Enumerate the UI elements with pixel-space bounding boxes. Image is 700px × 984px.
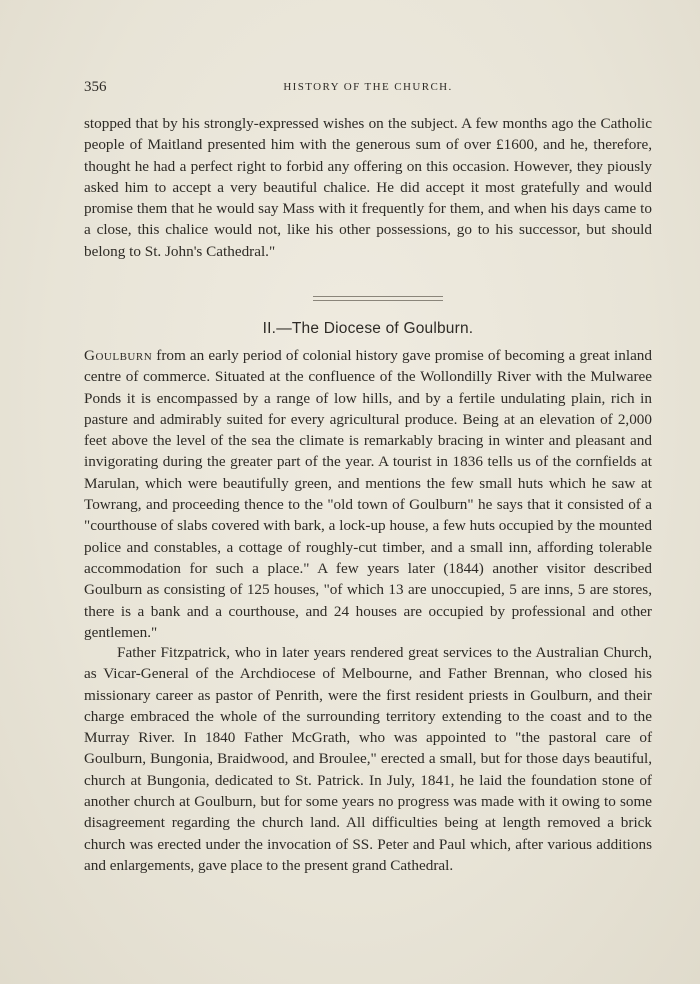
paragraph-first-priests: Father Fitzpatrick, who in later years rendered great services to the Australian Church, as Vicar-General of the Archdiocese of Melbourne, and Father Brennan, who closed his missionary career as pastor of Penrith, were the first resident priests in Goulburn, and their charge embraced the whole of the surrounding territory extending to the coast and to the Murray River. In 1840 Father McGrath, who was appointed to "the pastoral care of Goulburn, Bungonia, Braidwood, and Broulee," erected a small, but for those days beautiful, church at Bungonia, dedicated to St. Patrick. In July, 1841, he laid the foundation stone of another church at Goulburn, but for some years no progress was made with it owing to some disagreement regarding the church land. All difficulties being at length removed a brick church was erected under the invocation of SS. Peter and Paul which, after various additions and enlargements, gave place to the present grand Cathedral. bbox=[84, 644, 652, 874]
page-number: 356 bbox=[84, 79, 107, 95]
paragraph-goulburn-intro bbox=[84, 345, 652, 643]
section-divider-top bbox=[313, 296, 443, 297]
lead-word: Goulburn bbox=[84, 347, 153, 364]
paragraph-body: from an early period of colonial history gave promise of becoming a great inland centre of commerce. Situated at the confluence of the Wollondilly River with the Mulwaree Ponds it is encompassed by a range of low hills, and by a fertile undulating plain, rich in pasture and admirably suited for every agricultural produce. Being at an elevation of 2,000 feet above the level of the sea the climate is remarkably bracing in winter and pleasant and invigorating during the greater part of the year. A tourist in 1836 tells us of the cornfields at Marulan, which were beautifully green, and mentions the few small huts which he saw at Towrang, and proceeding thence to the "old town of Goulburn" he says that it consisted of a "courthouse of slabs covered with bark, a lock-up house, a few huts occupied by the mounted police and constables, a cottage of roughly-cut timber, and a small inn, affording tolerable accommodation for such a place." A few years later (1844) another visitor described Goulburn as consisting of 125 houses, "of which 13 are unoccupied, 5 are inns, 5 are stores, there is a bank and a courthouse, and 24 houses are occupied by professional and other gentlemen." bbox=[84, 347, 652, 641]
section-title: II.—The Diocese of Goulburn. bbox=[262, 320, 474, 337]
paragraph-continued: stopped that by his strongly-expressed wishes on the subject. A few months ago the Catholic people of Maitland presented him with the generous sum of over £1600, and he, therefore, thought he had a perfect right to forbid any offering on this occasion. However, they piously asked him to accept a very beautiful chalice. He did accept it most gratefully and would promise them that he would say Mass with it frequently for them, and when his days came to a close, this chalice would not, like his other possessions, go to his successor, but should belong to St. John's Cathedral." bbox=[84, 115, 652, 260]
running-title: HISTORY OF THE CHURCH. bbox=[283, 81, 453, 93]
section-divider-bottom bbox=[313, 300, 443, 301]
page-header bbox=[84, 79, 652, 99]
